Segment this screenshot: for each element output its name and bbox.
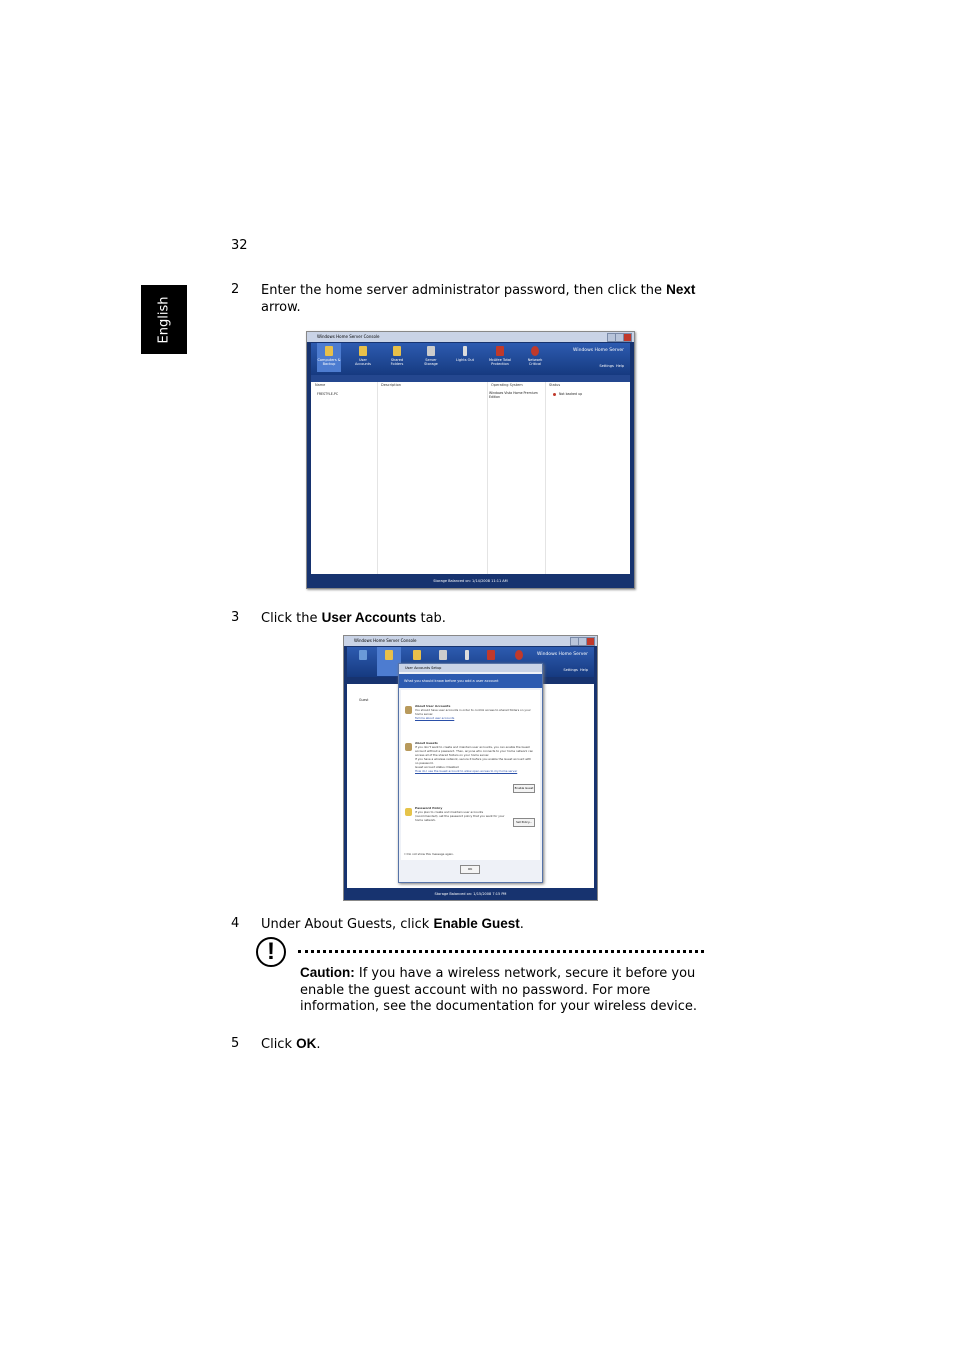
dialog-content — [401, 690, 540, 860]
section-text: You should have user accounts in order to control access to shared folders on your home server. — [415, 708, 531, 716]
column — [377, 382, 488, 574]
caution-label: Caution: — [300, 965, 355, 980]
step-number: 3 — [231, 610, 240, 625]
language-side-tab — [141, 285, 187, 354]
status-bar: Storage Balanced on: 1/14/2008 11:11 AM — [307, 574, 634, 588]
tab-shared-folders — [405, 650, 429, 662]
step-text — [261, 281, 721, 316]
console-toolbar — [311, 343, 630, 375]
guest-status: Guest account status: Disabled — [415, 765, 459, 769]
caution-text: If you have a wireless network, secure it before you enable the guest account with no password. For more information, see the documentation for your wireless device. — [300, 966, 698, 1014]
step-text-plain: Under About Guests, click — [261, 917, 434, 932]
lights-out-icon — [463, 346, 467, 356]
tab-mcafee — [485, 346, 515, 366]
tab-label: Shared Folders — [390, 358, 404, 366]
step-text-bold: User Accounts — [321, 610, 417, 625]
dont-show-checkbox[interactable] — [404, 852, 524, 856]
step-text-plain: Click — [261, 1037, 297, 1052]
step-text-plain-after: tab. — [416, 611, 446, 626]
dialog-title: User Accounts Setup — [399, 664, 542, 672]
tab-shared-folders — [385, 346, 409, 366]
col-header-status: Status — [549, 383, 561, 387]
row-status-text: Not backed up — [559, 392, 583, 396]
tab-label: Network Critical — [527, 358, 543, 366]
help-link: Tell me about user accounts — [415, 716, 455, 720]
network-critical-icon — [531, 346, 539, 356]
row-status — [553, 392, 582, 396]
checkbox-icon[interactable]: ☐ — [404, 852, 407, 856]
computer-icon — [359, 650, 367, 660]
users-icon — [385, 650, 393, 660]
checkbox-label: Do not show this message again. — [407, 852, 454, 856]
step-text — [261, 915, 721, 933]
section-password-policy — [415, 806, 507, 822]
tab-label: Lights Out — [455, 358, 475, 362]
tab-computers-backup — [317, 343, 341, 372]
computers-list — [311, 382, 630, 574]
action-bar — [311, 375, 630, 382]
close-icon — [586, 637, 595, 646]
enable-guest-button[interactable]: Enable Guest — [513, 784, 535, 793]
set-policy-button[interactable]: Set Policy... — [513, 818, 535, 827]
storage-icon — [427, 346, 435, 356]
folder-icon — [393, 346, 401, 356]
settings-link: Settings — [563, 668, 578, 672]
lights-out-icon — [465, 650, 469, 660]
computer-icon — [325, 346, 333, 356]
caution-divider — [298, 950, 704, 953]
key-icon — [405, 808, 412, 816]
tab-lights-out — [453, 346, 477, 362]
step-5 — [231, 1035, 711, 1053]
user-accounts-setup-dialog — [398, 663, 543, 883]
tab-label: User Accounts — [355, 358, 371, 366]
window-title: Windows Home Server Console — [344, 636, 597, 646]
col-header-description: Description — [381, 383, 401, 387]
guest-icon — [405, 743, 412, 751]
section-title: About Guests — [415, 741, 438, 745]
help-link: How do I use the Guest account to allow open access to my home server — [415, 769, 518, 773]
step-text-plain: Enter the home server administrator password, then click the — [261, 283, 667, 298]
step-4 — [231, 915, 711, 933]
brand-logo: Windows Home Server — [537, 652, 588, 657]
step-text-plain-after: arrow. — [261, 300, 301, 315]
step-2 — [231, 281, 711, 317]
step-number: 5 — [231, 1036, 240, 1051]
window-title: Windows Home Server Console — [307, 332, 634, 342]
side-tab-label: English — [156, 296, 172, 343]
tab-label: Server Storage — [424, 358, 438, 366]
section-about-user-accounts — [415, 704, 535, 720]
step-text — [261, 1035, 721, 1053]
status-bar: Storage Balanced on: 1/15/2008 7:15 PM — [344, 888, 597, 900]
step-text-plain-after: . — [519, 917, 524, 932]
section-about-guests — [415, 741, 535, 773]
step-3 — [231, 609, 711, 627]
users-icon — [405, 706, 412, 714]
section-text: If you plan to create and maintain user accounts (recommended), set the password policy that you want for your home network. — [415, 810, 505, 822]
column — [311, 382, 378, 574]
users-icon — [359, 346, 367, 356]
mcafee-icon — [487, 650, 495, 660]
step-text — [261, 609, 721, 627]
tab-label: McAfee Total Protection — [488, 358, 512, 366]
network-critical-icon — [515, 650, 523, 660]
caution-note — [300, 965, 710, 1016]
tab-lights-out — [455, 650, 479, 662]
row-name: FRESTYLE-PC — [317, 392, 339, 396]
tab-network — [507, 650, 531, 662]
section-title: Password Policy — [415, 806, 443, 810]
tab-mcafee — [479, 650, 503, 662]
folder-icon — [413, 650, 421, 660]
column — [487, 382, 546, 574]
row-os: Windows Vista Home Premium Edition — [489, 391, 538, 399]
brand-logo: Windows Home Server — [573, 348, 624, 353]
screenshot-computers-backup — [306, 331, 635, 589]
dialog-ok-button[interactable]: OK — [460, 865, 480, 874]
tab-server-storage — [431, 650, 455, 662]
close-icon — [623, 333, 632, 342]
tab-network — [523, 346, 547, 366]
step-number: 2 — [231, 282, 240, 297]
tab-computers-backup — [351, 650, 375, 662]
help-link: Help — [580, 668, 588, 672]
section-text: If you don't want to create and maintain user accounts, you can enable the Guest account without a password. Then, anyone who connects to your home network can access all of the shared folders on your home server. — [415, 745, 534, 757]
tab-server-storage — [419, 346, 443, 366]
col-header-name: Name — [315, 383, 326, 387]
col-header-os: Operating System — [491, 383, 523, 387]
page-number: 32 — [231, 238, 248, 253]
step-text-bold: OK — [296, 1036, 317, 1051]
settings-link: Settings — [599, 364, 614, 368]
step-text-plain-after: . — [316, 1037, 321, 1052]
row-name: Guest — [359, 698, 369, 702]
help-link: Help — [616, 364, 624, 368]
step-text-bold: Enable Guest — [433, 916, 520, 931]
dialog-heading: What you should know before you add a user account — [399, 674, 542, 688]
caution-icon: ! — [256, 937, 286, 967]
status-dot-icon — [553, 393, 556, 396]
tab-user-accounts — [351, 346, 375, 366]
step-text-plain: Click the — [261, 611, 322, 626]
tab-label: Computers & Backup — [317, 358, 341, 366]
warning-text: If you have a wireless network, secure it before you enable the Guest account with no password. — [415, 757, 532, 765]
step-text-bold: Next — [666, 282, 696, 297]
mcafee-icon — [496, 346, 504, 356]
header-links — [563, 668, 588, 672]
section-title: About User Accounts — [415, 704, 451, 708]
header-links — [599, 364, 624, 368]
storage-icon — [439, 650, 447, 660]
step-number: 4 — [231, 916, 240, 931]
